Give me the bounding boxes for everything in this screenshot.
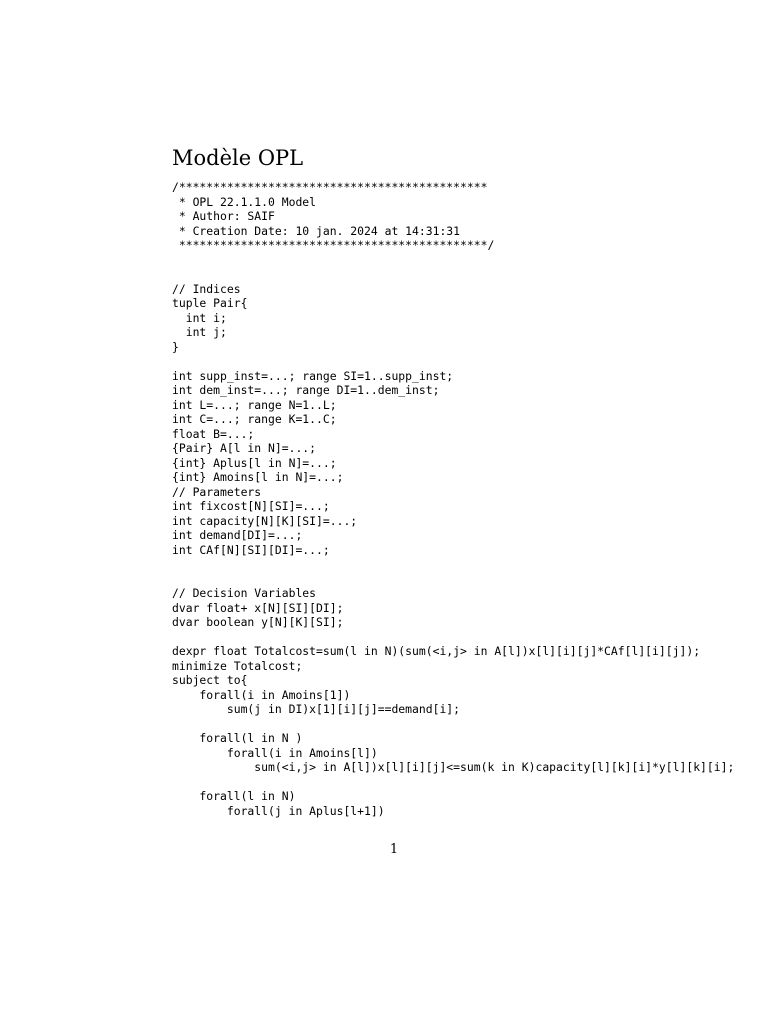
code-line	[172, 253, 734, 268]
code-line: dvar float+ x[N][SI][DI];	[172, 600, 344, 615]
code-line: int dem_inst=...; range DI=1..dem_inst;	[172, 383, 440, 397]
code-line: dexpr float Totalcost=sum(l in N)(sum(<i,j> in A[l])x[l][i][j]*CAf[l][i][j]);	[172, 644, 701, 658]
page-title: Modèle OPL	[172, 146, 304, 170]
code-line	[172, 630, 734, 645]
code-line: int supp_inst=...; range SI=1..supp_inst;	[172, 368, 454, 383]
code-line: int fixcost[N][SI]=...;	[172, 499, 330, 513]
code-line: * Author: SAIF	[172, 209, 275, 223]
code-line	[172, 572, 734, 587]
page-number: 1	[389, 842, 399, 857]
code-line: *********************************************/	[172, 238, 495, 252]
code-line: // Parameters	[172, 484, 262, 499]
code-line: forall(i in Amoins[1])	[172, 687, 351, 702]
code-line	[172, 557, 734, 572]
code-line: forall(i in Amoins[l])	[172, 745, 378, 760]
code-line: float B=...;	[172, 426, 255, 441]
code-line	[172, 267, 734, 282]
code-line: * OPL 22.1.1.0 Model	[172, 194, 317, 209]
code-line: int CAf[N][SI][DI]=...;	[172, 542, 330, 557]
code-line: {int} Amoins[l in N]=...;	[172, 470, 344, 484]
code-line: subject to{	[172, 673, 248, 687]
code-line: * Creation Date: 10 jan. 2024 at 14:31:31	[172, 223, 461, 238]
code-line	[172, 775, 734, 790]
code-line	[172, 354, 734, 369]
code-line: forall(l in N)	[172, 789, 296, 803]
code-line: int i;	[172, 310, 227, 325]
code-line: int capacity[N][K][SI]=...;	[172, 513, 358, 528]
code-line	[172, 717, 734, 732]
code-line: {int} Aplus[l in N]=...;	[172, 455, 337, 470]
code-line: int j;	[172, 325, 227, 339]
code-line: sum(<i,j> in A[l])x[l][i][j]<=sum(k in K)capacity[l][k][i]*y[l][k][i];	[172, 760, 735, 774]
code-line: forall(l in N )	[172, 731, 303, 745]
code-line: {Pair} A[l in N]=...;	[172, 441, 317, 455]
code-line: forall(j in Aplus[l+1])	[172, 803, 385, 818]
code-line: // Indices	[172, 281, 241, 296]
code-line: sum(j in DI)x[1][i][j]==demand[i];	[172, 702, 461, 716]
code-line: /*********************************************	[172, 180, 488, 194]
code-line: int demand[DI]=...;	[172, 528, 303, 542]
code-line: int C=...; range K=1..C;	[172, 412, 337, 426]
code-line: // Decision Variables	[172, 586, 317, 600]
code-line: }	[172, 339, 179, 354]
code-line: tuple Pair{	[172, 296, 248, 310]
code-line: minimize Totalcost;	[172, 658, 303, 673]
code-line: dvar boolean y[N][K][SI];	[172, 615, 344, 629]
code-listing	[172, 180, 734, 818]
code-line: int L=...; range N=1..L;	[172, 397, 337, 412]
